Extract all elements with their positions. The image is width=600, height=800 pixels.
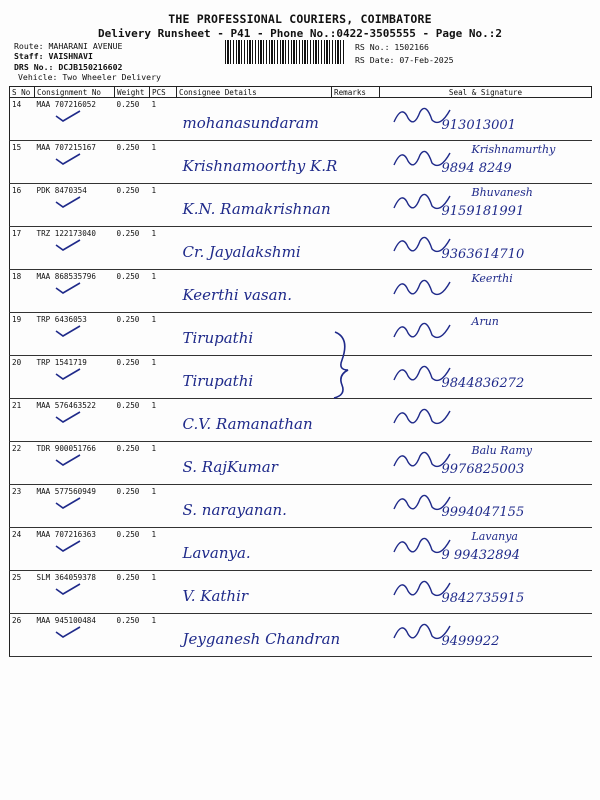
consignee-handwritten-name: S. narayanan. xyxy=(182,501,287,519)
vehicle-label: Vehicle: Two Wheeler Delivery xyxy=(18,72,161,82)
row-consignment: MAA 707215167 xyxy=(35,141,115,184)
row-consignee xyxy=(177,442,332,485)
row-sno: 14 xyxy=(10,98,35,141)
staff-label: Staff: VAISHNAVI xyxy=(14,51,93,61)
consignee-handwritten-name: S. RajKumar xyxy=(182,458,278,476)
row-pcs: 1 xyxy=(150,485,177,528)
row-consignment: PDK 8470354 xyxy=(35,184,115,227)
check-mark-icon xyxy=(55,282,81,294)
row-seal-signature xyxy=(380,399,592,442)
table-row xyxy=(10,356,592,399)
signature-phone-number: 9499922 xyxy=(441,634,500,649)
signature-phone-number: 913013001 xyxy=(441,118,516,133)
consignee-handwritten-name: Krishnamoorthy K.R xyxy=(182,157,338,175)
row-weight: 0.250 xyxy=(115,442,150,485)
row-pcs: 1 xyxy=(150,313,177,356)
row-remarks xyxy=(332,528,380,571)
row-seal-signature xyxy=(380,356,592,399)
row-remarks xyxy=(332,227,380,270)
row-seal-signature xyxy=(380,313,592,356)
table-row xyxy=(10,313,592,356)
route-label: Route: MAHARANI AVENUE xyxy=(14,41,123,51)
row-weight: 0.250 xyxy=(115,270,150,313)
row-sno: 24 xyxy=(10,528,35,571)
row-consignee xyxy=(177,528,332,571)
signature-phone-number: 9159181991 xyxy=(441,204,525,219)
check-mark-icon xyxy=(55,497,81,509)
row-remarks xyxy=(332,399,380,442)
check-mark-icon xyxy=(55,196,81,208)
row-consignment: MAA 868535796 xyxy=(35,270,115,313)
signature-name: Bhuvanesh xyxy=(471,186,533,199)
row-sno: 23 xyxy=(10,485,35,528)
check-mark-icon xyxy=(55,626,81,638)
row-pcs: 1 xyxy=(150,227,177,270)
row-seal-signature xyxy=(380,442,592,485)
row-consignee xyxy=(177,614,341,657)
row-pcs: 1 xyxy=(150,399,177,442)
row-weight: 0.250 xyxy=(115,528,150,571)
col-consignee: Consignee Details xyxy=(177,87,332,98)
row-sno: 17 xyxy=(10,227,35,270)
delivery-table xyxy=(9,86,592,657)
row-sno: 22 xyxy=(10,442,35,485)
table-row xyxy=(10,141,592,184)
consignee-handwritten-name: Lavanya. xyxy=(182,544,251,562)
consignee-handwritten-name: Cr. Jayalakshmi xyxy=(182,243,301,261)
check-mark-icon xyxy=(55,239,81,251)
consignee-handwritten-name: Tirupathi xyxy=(182,372,254,390)
row-seal-signature xyxy=(380,184,592,227)
signature-scribble-icon xyxy=(390,274,460,302)
row-consignee xyxy=(177,227,332,270)
row-sno: 15 xyxy=(10,141,35,184)
row-weight: 0.250 xyxy=(115,141,150,184)
table-row xyxy=(10,614,592,657)
check-mark-icon xyxy=(55,368,81,380)
consignee-handwritten-name: C.V. Ramanathan xyxy=(182,415,313,433)
consignee-handwritten-name: Keerthi vasan. xyxy=(182,286,292,304)
row-seal-signature xyxy=(380,485,592,528)
row-sno: 16 xyxy=(10,184,35,227)
row-weight: 0.250 xyxy=(115,98,150,141)
table-row xyxy=(10,98,592,141)
row-seal-signature xyxy=(380,571,592,614)
row-remarks xyxy=(332,614,380,657)
row-consignment: TDR 900051766 xyxy=(35,442,115,485)
consignee-handwritten-name: mohanasundaram xyxy=(182,114,319,132)
row-remarks xyxy=(332,98,380,141)
table-row xyxy=(10,184,592,227)
col-pcs: PCS xyxy=(150,87,177,98)
signature-phone-number: 9994047155 xyxy=(441,505,525,520)
row-consignee xyxy=(177,98,332,141)
signature-phone-number: 9842735915 xyxy=(441,591,525,606)
row-consignee xyxy=(177,141,338,184)
row-weight: 0.250 xyxy=(115,356,150,399)
row-sno: 21 xyxy=(10,399,35,442)
signature-phone-number: 9894 8249 xyxy=(441,161,512,176)
signature-name: Balu Ramy xyxy=(471,444,532,457)
row-sno: 18 xyxy=(10,270,35,313)
col-remarks: Remarks xyxy=(332,87,380,98)
runsheet-subtitle: Delivery Runsheet - P41 - Phone No.:0422-3505555 - Page No.:2 xyxy=(98,27,502,40)
row-sno: 20 xyxy=(10,356,35,399)
col-weight: Weight xyxy=(115,87,150,98)
row-remarks xyxy=(332,571,380,614)
row-consignment: MAA 577560949 xyxy=(35,485,115,528)
drs-number: DRS No.: DCJB150216602 xyxy=(14,62,123,72)
check-mark-icon xyxy=(55,411,81,423)
consignee-handwritten-name: Jeyganesh Chandran xyxy=(182,630,341,648)
row-weight: 0.250 xyxy=(115,313,150,356)
signature-phone-number: 9363614710 xyxy=(441,247,525,262)
check-mark-icon xyxy=(55,583,81,595)
table-row xyxy=(10,442,592,485)
row-pcs: 1 xyxy=(150,356,177,399)
row-consignment: MAA 945100484 xyxy=(35,614,115,657)
row-consignee xyxy=(177,270,332,313)
signature-scribble-icon xyxy=(390,403,460,431)
signature-phone-number: 9844836272 xyxy=(441,376,525,391)
row-pcs: 1 xyxy=(150,571,177,614)
check-mark-icon xyxy=(55,540,81,552)
check-mark-icon xyxy=(55,153,81,165)
row-consignment: TRP 6436053 xyxy=(35,313,115,356)
table-row xyxy=(10,227,592,270)
barcode-icon xyxy=(225,40,345,64)
row-pcs: 1 xyxy=(150,528,177,571)
row-sno: 25 xyxy=(10,571,35,614)
row-pcs: 1 xyxy=(150,184,177,227)
rs-date: RS Date: 07-Feb-2025 xyxy=(355,55,454,65)
row-seal-signature xyxy=(380,141,592,184)
table-row xyxy=(10,399,592,442)
row-weight: 0.250 xyxy=(115,227,150,270)
row-sno: 19 xyxy=(10,313,35,356)
row-pcs: 1 xyxy=(150,614,177,657)
signature-phone-number: 9 99432894 xyxy=(441,548,521,563)
row-remarks xyxy=(332,184,380,227)
row-seal-signature xyxy=(380,98,592,141)
row-consignment: MAA 707216052 xyxy=(35,98,115,141)
row-pcs: 1 xyxy=(150,442,177,485)
row-seal-signature xyxy=(380,227,592,270)
row-consignment: MAA 576463522 xyxy=(35,399,115,442)
table-row xyxy=(10,270,592,313)
row-sno: 26 xyxy=(10,614,35,657)
remarks-bracket-mark xyxy=(330,330,360,400)
row-consignment: TRZ 122173040 xyxy=(35,227,115,270)
row-remarks xyxy=(332,442,380,485)
signature-name: Lavanya xyxy=(471,530,518,543)
signature-scribble-icon xyxy=(390,317,460,345)
row-weight: 0.250 xyxy=(115,571,150,614)
row-remarks xyxy=(332,141,380,184)
row-consignment: TRP 1541719 xyxy=(35,356,115,399)
row-weight: 0.250 xyxy=(115,614,150,657)
table-row xyxy=(10,528,592,571)
col-seal: Seal & Signature xyxy=(380,87,592,98)
rs-number: RS No.: 1502166 xyxy=(355,42,429,52)
signature-name: Krishnamurthy xyxy=(471,143,556,156)
row-consignee xyxy=(177,313,332,356)
row-pcs: 1 xyxy=(150,141,177,184)
row-seal-signature xyxy=(380,270,592,313)
row-consignee xyxy=(177,184,332,227)
document-title: THE PROFESSIONAL COURIERS, COIMBATORE xyxy=(168,12,432,26)
consignee-handwritten-name: K.N. Ramakrishnan xyxy=(182,200,331,218)
row-consignee xyxy=(177,571,332,614)
row-remarks xyxy=(332,270,380,313)
consignee-handwritten-name: V. Kathir xyxy=(182,587,249,605)
row-seal-signature xyxy=(380,528,592,571)
signature-name: Keerthi xyxy=(471,272,513,285)
row-pcs: 1 xyxy=(150,98,177,141)
check-mark-icon xyxy=(55,325,81,337)
col-sno: S No xyxy=(10,87,35,98)
table-row xyxy=(10,485,592,528)
signature-phone-number: 9976825003 xyxy=(441,462,525,477)
row-pcs: 1 xyxy=(150,270,177,313)
row-weight: 0.250 xyxy=(115,485,150,528)
row-consignee xyxy=(177,485,332,528)
row-consignment: MAA 707216363 xyxy=(35,528,115,571)
col-consignment: Consignment No xyxy=(35,87,115,98)
signature-name: Arun xyxy=(471,315,499,328)
row-consignee xyxy=(177,356,332,399)
row-consignee xyxy=(177,399,332,442)
check-mark-icon xyxy=(55,454,81,466)
check-mark-icon xyxy=(55,110,81,122)
table-row xyxy=(10,571,592,614)
row-weight: 0.250 xyxy=(115,184,150,227)
row-weight: 0.250 xyxy=(115,399,150,442)
consignee-handwritten-name: Tirupathi xyxy=(182,329,254,347)
row-consignment: SLM 364059378 xyxy=(35,571,115,614)
row-remarks xyxy=(332,485,380,528)
row-seal-signature xyxy=(380,614,592,657)
